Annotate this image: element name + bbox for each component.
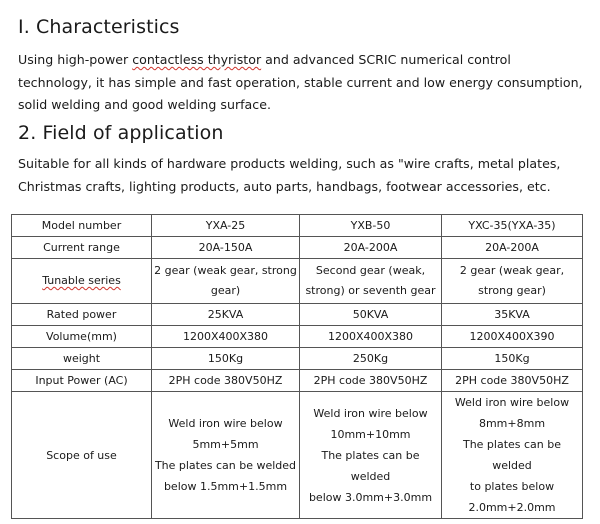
table-row [12, 370, 583, 392]
scope-line: below 3.0mm+3.0mm [308, 490, 433, 504]
scope-line: 10mm+10mm [330, 427, 411, 441]
cell-value: 2PH code 380V50HZ [300, 370, 442, 392]
scope-line: The plates can be welded [321, 448, 420, 483]
row-label: Model number [12, 215, 152, 237]
scope-line: Weld iron wire below [454, 396, 570, 409]
row-label: Volume(mm) [12, 326, 152, 348]
scope-line: The plates can be welded [154, 459, 297, 472]
cell-value: 2PH code 380V50HZ [152, 370, 300, 392]
cell-value: Second gear (weak, strong) or seventh gear [300, 259, 442, 304]
cell-value [152, 392, 300, 519]
cell-value: 1200X400X380 [152, 326, 300, 348]
table-row [12, 215, 583, 237]
application-heading: 2. Field of application [18, 122, 224, 144]
cell-value: 2 gear (weak gear, strong gear) [442, 259, 583, 304]
scope-line: below 1.5mm+1.5mm [163, 480, 288, 493]
row-label: Scope of use [12, 392, 152, 519]
cell-value: 20A-200A [300, 237, 442, 259]
cell-value: 2PH code 380V50HZ [442, 370, 583, 392]
scope-line: 8mm+8mm [478, 417, 546, 430]
cell-value: 2 gear (weak gear, strong gear) [152, 259, 300, 304]
characteristics-heading: I. Characteristics [18, 16, 180, 38]
table-row [12, 326, 583, 348]
row-label: Rated power [12, 304, 152, 326]
cell-value [300, 392, 442, 519]
cell-value: 250Kg [300, 348, 442, 370]
table-row [12, 237, 583, 259]
cell-value: YXC-35(YXA-35) [442, 215, 583, 237]
row-label: Current range [12, 237, 152, 259]
row-label: Input Power (AC) [12, 370, 152, 392]
row-label [12, 259, 152, 304]
cell-value: 150Kg [152, 348, 300, 370]
row-label: weight [12, 348, 152, 370]
scope-line: 5mm+5mm [192, 438, 259, 451]
table-row [12, 259, 583, 304]
cell-value: 25KVA [152, 304, 300, 326]
tunable-label: Tunable series [42, 274, 121, 287]
cell-value: 1200X400X380 [300, 326, 442, 348]
cell-value: 50KVA [300, 304, 442, 326]
scope-line: Weld iron wire below [313, 406, 428, 420]
scope-line: Weld iron wire below [168, 417, 283, 430]
cell-value: 20A-200A [442, 237, 583, 259]
characteristics-text-spellcheck-term: contactless thyristor [132, 52, 262, 67]
cell-value: 1200X400X390 [442, 326, 583, 348]
application-text: Suitable for all kinds of hardware products welding, such as "wire crafts, metal plates, Christmas crafts, lighting products, auto parts, handbags, footwear accessories, etc. [18, 156, 561, 194]
scope-line: The plates can be welded [462, 438, 562, 472]
scope-line: to plates below [469, 480, 555, 493]
cell-value: YXA-25 [152, 215, 300, 237]
table-row [12, 304, 583, 326]
spec-table [11, 214, 583, 519]
characteristics-text [18, 49, 588, 117]
table-row [12, 348, 583, 370]
characteristics-text-part1: Using high-power [18, 52, 133, 67]
cell-value: 35KVA [442, 304, 583, 326]
cell-value [442, 392, 583, 519]
cell-value: 150Kg [442, 348, 583, 370]
scope-line: 2.0mm+2.0mm [468, 501, 556, 514]
cell-value: 20A-150A [152, 237, 300, 259]
cell-value: YXB-50 [300, 215, 442, 237]
table-row [12, 392, 583, 519]
characteristics-text-part3: and advanced SCRIC numerical control technology, it has simple and fast operation, stable current and low energy consumption, solid welding and good welding surface. [18, 52, 583, 112]
